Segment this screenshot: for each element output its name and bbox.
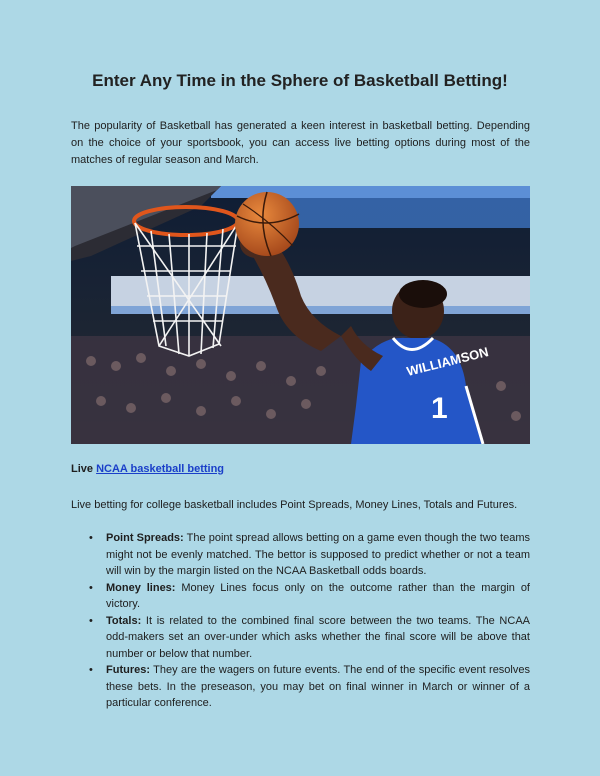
list-item	[71, 580, 530, 613]
section-heading	[71, 463, 224, 475]
bullet-icon: •	[89, 614, 93, 627]
bullet-icon: •	[89, 532, 93, 544]
basketball-photo	[71, 186, 530, 444]
section-prefix: Live	[71, 463, 97, 475]
list-item	[71, 530, 530, 580]
intro-paragraph: The popularity of Basketball has generated a keen interest in basketball betting. Depending on the choice of your sportsbook, you can access live betting options during most of the matches of regular season and March.	[71, 120, 530, 166]
bullet-icon: •	[89, 664, 93, 676]
bet-types-list	[71, 530, 530, 712]
jersey-name: WILLIAMSON	[405, 344, 491, 379]
list-item-term: Totals:	[106, 614, 142, 627]
list-item-text: Money Lines focus only on the outcome rather than the margin of victory.	[106, 581, 530, 610]
list-item-text: They are the wagers on future events. The end of the specific event resolves these bets. In the preseason, you may bet on final winner in March or winner of a particular conference.	[106, 664, 530, 709]
page-title: Enter Any Time in the Sphere of Basketball Betting!	[92, 71, 508, 90]
lead-paragraph: Live betting for college basketball includes Point Spreads, Money Lines, Totals and Futures.	[71, 499, 518, 511]
list-item-term: Money lines:	[106, 581, 176, 594]
list-item-text: It is related to the combined final score between the two teams. The NCAA odd-makers set an over-under which asks whether the final score will be above that number or below that number.	[106, 614, 530, 660]
jersey-number: 1	[431, 392, 448, 425]
list-item-text: The point spread allows betting on a game even though the two teams might not be evenly matched. The bettor is supposed to predict whether or not a team will win by the margin listed on the NCAA Basketball odds boards.	[106, 532, 531, 577]
ncaa-betting-link[interactable]: NCAA basketball betting	[96, 463, 225, 475]
bullet-icon: •	[89, 581, 93, 594]
list-item	[71, 662, 530, 712]
list-item-term: Futures:	[106, 664, 150, 676]
list-item-term: Point Spreads:	[106, 532, 184, 544]
list-item	[71, 613, 530, 663]
